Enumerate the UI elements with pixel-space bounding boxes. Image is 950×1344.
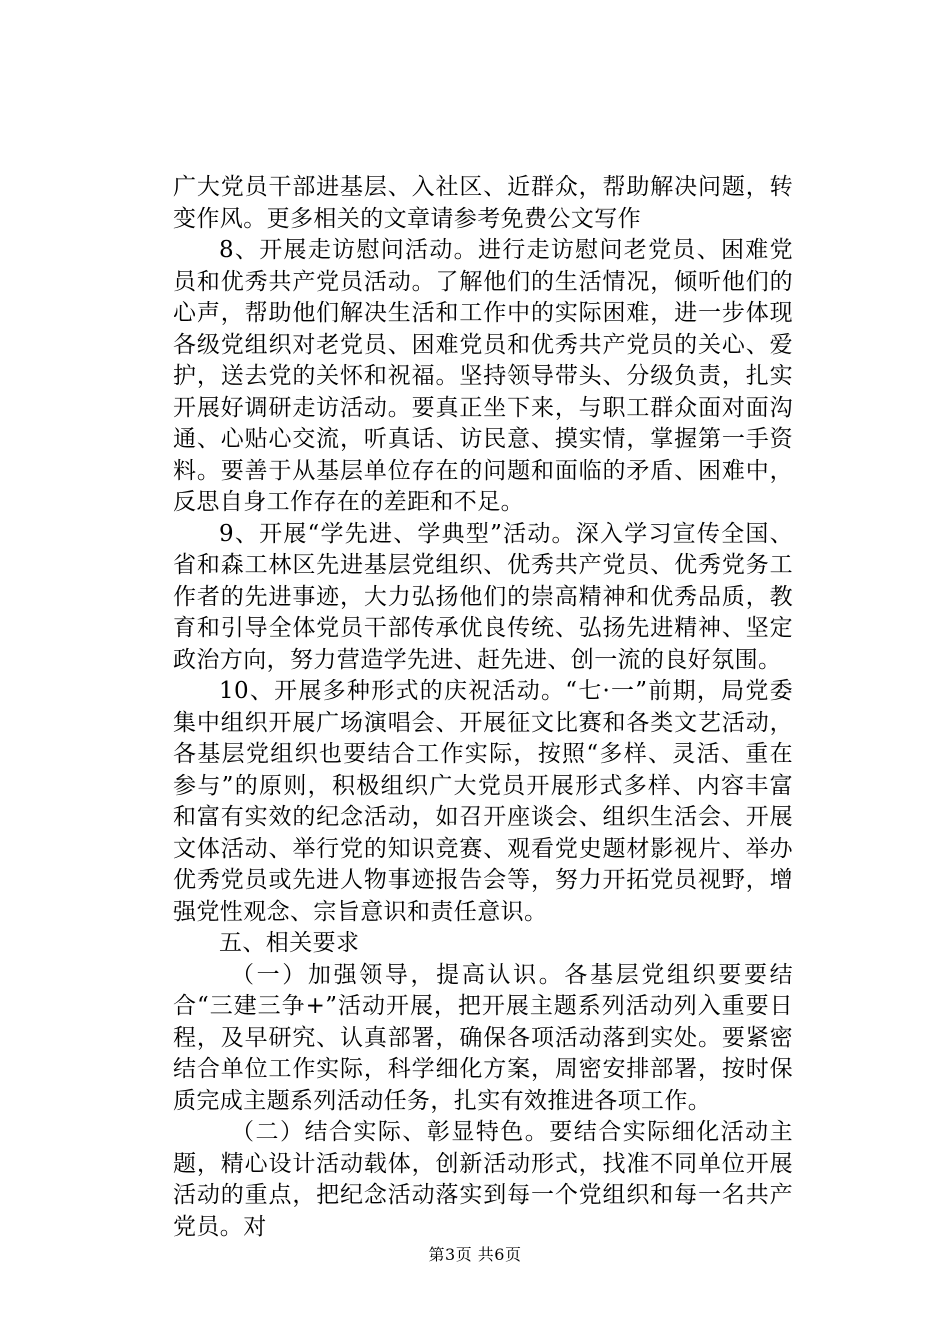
paragraph-item-10: 10、开展多种形式的庆祝活动。“七·一”前期，局党委集中组织开展广场演唱会、开展征文比赛和各类文艺活动，各基层党组织也要结合工作实际，按照“多样、灵活、重在参与”的原则，积极组织广大党员开展形式多样、内容丰富和富有实效的纪念活动，如召开座谈会、组织生活会、开展文体活动、举行党的知识竞赛、观看党史题材影视片、举办优秀党员或先进人物事迹报告会等，努力开拓党员视野，增强党性观念、宗旨意识和责任意识。: [173, 678, 793, 925]
paragraph-requirement-2: （二）结合实际、彰显特色。要结合实际细化活动主题，精心设计活动载体，创新活动形式，找准不同单位开展活动的重点，把纪念活动落实到每一个党组织和每一名共产党员。对: [173, 1119, 793, 1240]
paragraph-continuation: 广大党员干部进基层、入社区、近群众，帮助解决问题，转变作风。更多相关的文章请参考免费公文写作: [173, 174, 793, 232]
page-footer: [0, 1245, 950, 1265]
section-heading-requirements: 五、相关要求: [219, 930, 360, 956]
paragraph-requirement-1: （一）加强领导，提高认识。各基层党组织要要结合“三建三争+”活动开展，把开展主题系列活动列入重要日程，及早研究、认真部署，确保各项活动落到实处。要紧密结合单位工作实际，科学细化方案，周密安排部署，按时保质完成主题系列活动任务，扎实有效推进各项工作。: [173, 961, 793, 1114]
page-number-label: 第3页 共6页: [428, 1245, 522, 1264]
document-body: [173, 172, 793, 1243]
paragraph-item-9: 9、开展“学先进、学典型”活动。深入学习宣传全国、省和森工林区先进基层党组织、优秀共产党员、优秀党务工作者的先进事迹，大力弘扬他们的崇高精神和优秀品质，教育和引导全体党员干部传承优良传统、弘扬先进精神、坚定政治方向，努力营造学先进、赶先进、创一流的良好氛围。: [173, 520, 793, 673]
paragraph-item-8: 8、开展走访慰问活动。进行走访慰问老党员、困难党员和优秀共产党员活动。了解他们的生活情况，倾听他们的心声，帮助他们解决生活和工作中的实际困难，进一步体现各级党组织对老党员、困难党员和优秀共产党员的关心、爱护，送去党的关怀和祝福。坚持领导带头、分级负责，扎实开展好调研走访活动。要真正坐下来，与职工群众面对面沟通、心贴心交流，听真话、访民意、摸实情，掌握第一手资料。要善于从基层单位存在的问题和面临的矛盾、困难中，反思自身工作存在的差距和不足。: [173, 237, 793, 515]
